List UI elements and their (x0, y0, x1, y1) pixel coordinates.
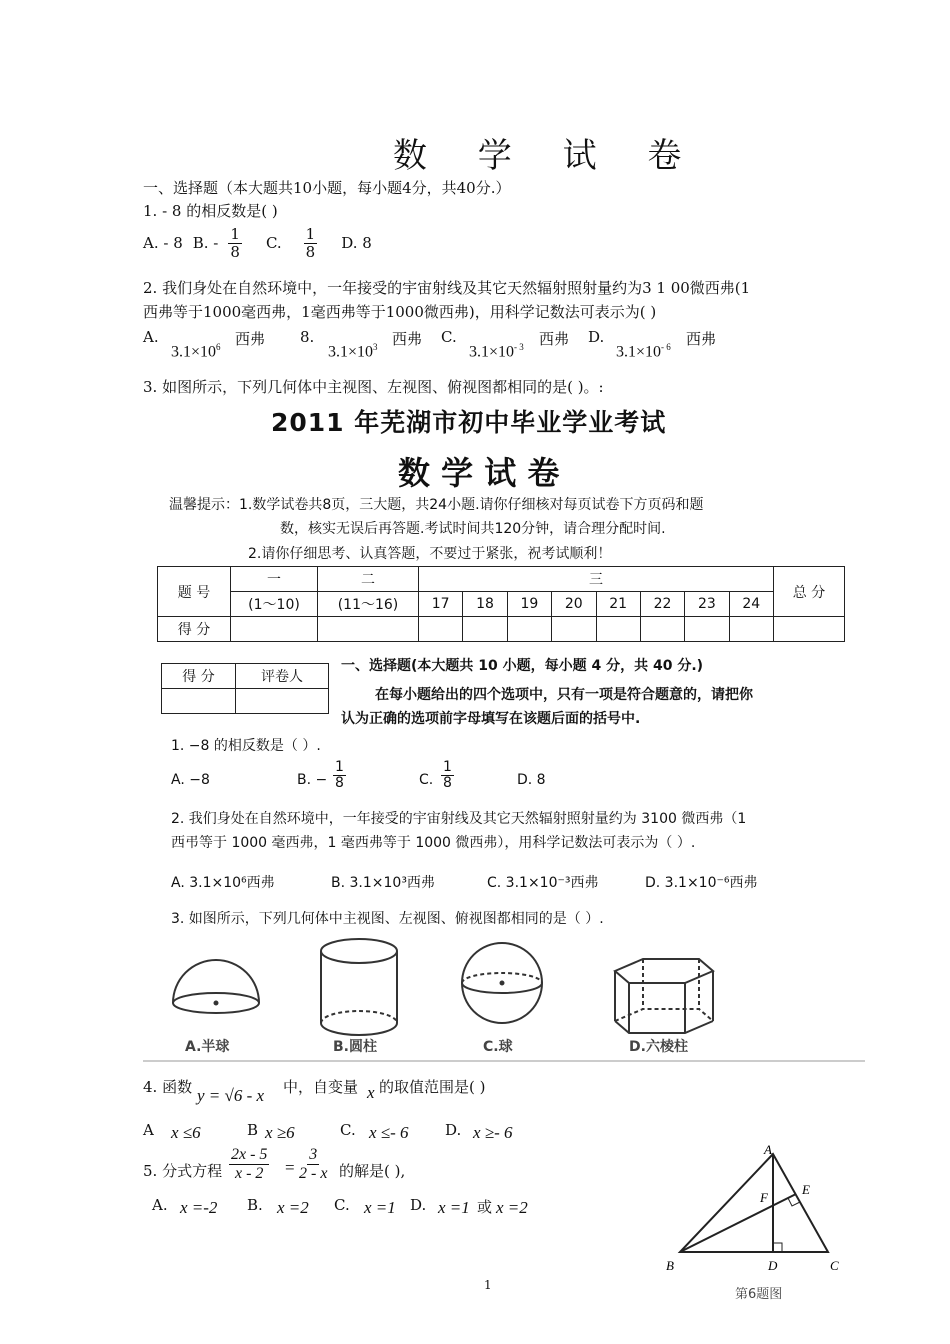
vertex-label-a: A (764, 1142, 772, 1157)
q1-option-b: B. - (192, 234, 219, 252)
score-cell (463, 617, 507, 642)
figure-caption: 第6题图 (735, 1287, 783, 1302)
scan-q2-option-b: B. 3.1×10³西弗 (331, 875, 435, 891)
scan-tip-1b: 数，核实无误后再答题.考试时间共120分钟，请合理分配时间. (280, 521, 666, 537)
embedded-exam-image (143, 398, 865, 1060)
q1-fraction-b: $\frac{1}{8}$ (230, 225, 240, 261)
score-table-group-3: 三 (419, 567, 774, 592)
score-table-number: 24 (729, 592, 773, 617)
vertex-label-c: C (830, 1258, 839, 1273)
triangle-figure (660, 1140, 850, 1310)
scan-q2-option-c: C. 3.1×10⁻³西弗 (487, 875, 599, 891)
q5-stem-pre: 5. 分式方程 (143, 1162, 223, 1180)
q5-equals: = (285, 1158, 295, 1177)
q5-stem-post: 的解是( ), (339, 1162, 406, 1180)
q2-unit-b: 西弗 (392, 330, 423, 348)
scan-tip-1: 温馨提示：1.数学试卷共8页，三大题，共24小题.请你仔细核对每页试卷下方页码和题 (169, 497, 704, 513)
shape-label-d: D.六棱柱 (629, 1039, 688, 1055)
q4-formula: y = √6 - x (197, 1086, 265, 1105)
scan-q2-line-2: 西弔等于 1000 毫西弗，1 毫西弗等于 1000 微西弗），用科学记数法可表示为（ ）. (171, 835, 696, 851)
q2-value-a: $3.1\times 10^6$ (171, 342, 221, 361)
vertex-label-d: D (768, 1258, 778, 1273)
scan-q1-option-a: A. −8 (171, 772, 210, 788)
q4-stem-end: 的取值范围是( ) (379, 1078, 486, 1096)
page-number: 1 (484, 1278, 492, 1292)
score-table-group-2: 二 (318, 567, 419, 592)
question-2-options (143, 328, 843, 362)
scan-exam-title: 2011 年芜湖市初中毕业学业考试 (271, 408, 667, 437)
q4-value-d: x ≥- 6 (473, 1123, 513, 1142)
score-cell (552, 617, 596, 642)
score-table-total: 总 分 (774, 567, 845, 617)
scan-q1-stem: 1. −8 的相反数是（ ）. (171, 738, 321, 754)
scan-instruction-2: 认为正确的选项前字母填写在该题后面的括号中. (341, 711, 641, 727)
question-5-options (152, 1196, 592, 1220)
score-cell (507, 617, 551, 642)
scan-q2-line-1: 2. 我们身处在自然环境中，一年接受的宇宙射线及其它天然辐射照射量约为 3100 微西弗（1 (171, 811, 747, 827)
question-4-stem (143, 1076, 703, 1110)
hex-prism-shape (615, 959, 713, 1033)
q5-rhs-fraction: $\frac{3}{2 - x}$ (299, 1146, 328, 1182)
page-title: 数 学 试 卷 (393, 136, 702, 176)
score-table-number: 18 (463, 592, 507, 617)
score-table-number: 23 (685, 592, 729, 617)
q5-value-d1: x =1 (438, 1198, 470, 1217)
scan-tip-2: 2.请你仔细思考、认真答题，不要过于紧张，祝考试顺利！ (248, 546, 612, 562)
hemisphere-shape (173, 960, 259, 1013)
q2-value-b: $3.1\times 10^3$ (328, 342, 378, 361)
q1-fraction-c: $\frac{1}{8}$ (305, 225, 316, 261)
scan-section-heading: 一、选择题(本大题共 10 小题，每小题 4 分，共 40 分.) (341, 658, 704, 674)
q2-unit-c: 西弗 (539, 330, 570, 348)
score-table-number: 21 (596, 592, 640, 617)
grader-score-label: 得 分 (162, 664, 236, 689)
scan-q3-stem: 3. 如图所示，下列几何体中主视图、左视图、俯视图都相同的是（ ）. (171, 911, 604, 927)
grader-reviewer-label: 评卷人 (236, 664, 329, 689)
q5-label-b: B. (247, 1196, 263, 1214)
score-cell (596, 617, 640, 642)
question-5-stem (143, 1146, 563, 1190)
q4-stem-post: 中，自变量 (283, 1078, 359, 1096)
q2-unit-d: 西弗 (686, 330, 717, 348)
q5-or: 或 (477, 1198, 493, 1216)
scan-instruction-1: 在每小题给出的四个选项中，只有一项是符合题意的，请把你 (375, 687, 753, 703)
score-cell (640, 617, 684, 642)
grader-cell (236, 689, 329, 714)
q2-unit-a: 西弗 (235, 330, 266, 348)
q2-label-b: 8. (300, 328, 315, 346)
q5-label-c: C. (334, 1196, 350, 1214)
q2-label-a: A. (143, 328, 159, 346)
q4-stem-pre: 4. 函数 (143, 1078, 193, 1096)
shape-label-b: B.圆柱 (333, 1039, 377, 1055)
q5-value-b: x =2 (277, 1198, 309, 1217)
question-2-line-1: 2. 我们身处在自然环境中，一年接受的宇宙射线及其它天然辐射照射量约为3 1 00微西弗(1 (143, 279, 751, 297)
grader-cell (162, 689, 236, 714)
scan-q2-options (171, 872, 811, 894)
score-cell (231, 617, 318, 642)
q1-option-a: A. - 8 (143, 234, 183, 252)
q2-label-c: C. (441, 328, 457, 346)
score-cell (419, 617, 463, 642)
shape-label-c: C.球 (483, 1039, 513, 1055)
q4-value-b: x ≥6 (265, 1123, 295, 1142)
q2-value-c: $3.1\times 10^{- 3}$ (469, 342, 524, 361)
q5-lhs-fraction: $\frac{2x - 5}{x - 2}$ (231, 1146, 268, 1182)
q4-value-a: x ≤6 (171, 1123, 201, 1142)
score-table-number: 17 (419, 592, 463, 617)
q1-option-c: C. (265, 234, 282, 252)
q4-label-d: D. (445, 1121, 462, 1139)
scan-q1-fraction-c: $\frac{1}{8}$ (443, 759, 452, 792)
q5-value-a: x =-2 (180, 1198, 218, 1217)
score-cell (774, 617, 845, 642)
cylinder-shape (321, 939, 397, 1035)
question-3-stem: 3. 如图所示，下列几何体中主视图、左视图、俯视图都相同的是( )。: (143, 378, 604, 396)
image-bottom-border (143, 1060, 865, 1062)
q1-option-d: D. 8 (341, 234, 372, 252)
score-table-number: 22 (640, 592, 684, 617)
score-table-group-1: 一 (231, 567, 318, 592)
scan-q2-option-d: D. 3.1×10⁻⁶西弗 (645, 875, 758, 891)
q5-value-c: x =1 (364, 1198, 396, 1217)
score-cell (729, 617, 773, 642)
scan-q1-option-c: C. (419, 772, 434, 788)
q5-value-d2: x =2 (496, 1198, 528, 1217)
scan-score-table (157, 566, 845, 642)
q4-label-b: B (247, 1121, 259, 1139)
question-4-options (143, 1121, 563, 1145)
scan-q1-options (171, 760, 591, 806)
section-heading: 一、选择题（本大题共10小题，每小题4分，共40分.） (143, 179, 511, 197)
scan-grader-table (161, 663, 329, 714)
shape-label-a: A.半球 (185, 1039, 230, 1055)
question-1-options (143, 226, 372, 260)
score-table-score-label: 得 分 (158, 617, 231, 642)
vertex-label-e: E (802, 1182, 810, 1197)
q2-value-d: $3.1\times 10^{- 6}$ (616, 342, 671, 361)
q5-label-d: D. (410, 1196, 427, 1214)
q4-variable: x (367, 1083, 375, 1102)
scan-q1-option-d: D. 8 (517, 772, 546, 788)
question-1-stem: 1. - 8 的相反数是( ) (143, 202, 278, 220)
question-2-line-2: 西弗等于1000毫西弗，1毫西弗等于1000微西弗)，用科学记数法可表示为( ) (143, 303, 657, 321)
scan-subject-title: 数 学 试 卷 (398, 454, 560, 492)
q4-label-c: C. (340, 1121, 356, 1139)
score-cell (685, 617, 729, 642)
score-table-range-2: (11～16) (318, 592, 419, 617)
q2-label-d: D. (588, 328, 605, 346)
score-table-number: 20 (552, 592, 596, 617)
q4-label-a: A (143, 1121, 154, 1139)
score-cell (318, 617, 419, 642)
score-table-range-1: (1～10) (231, 592, 318, 617)
score-table-number: 19 (507, 592, 551, 617)
scan-q2-option-a: A. 3.1×10⁶西弗 (171, 875, 275, 891)
q4-value-c: x ≤- 6 (369, 1123, 409, 1142)
sphere-shape (462, 943, 542, 1023)
score-table-header-label: 题 号 (158, 567, 231, 617)
vertex-label-b: B (666, 1258, 674, 1273)
q5-label-a: A. (152, 1196, 168, 1214)
scan-q1-fraction-b: $\frac{1}{8}$ (335, 759, 344, 792)
scan-q1-option-b: B. − (297, 772, 328, 788)
vertex-label-f: F (760, 1190, 768, 1205)
